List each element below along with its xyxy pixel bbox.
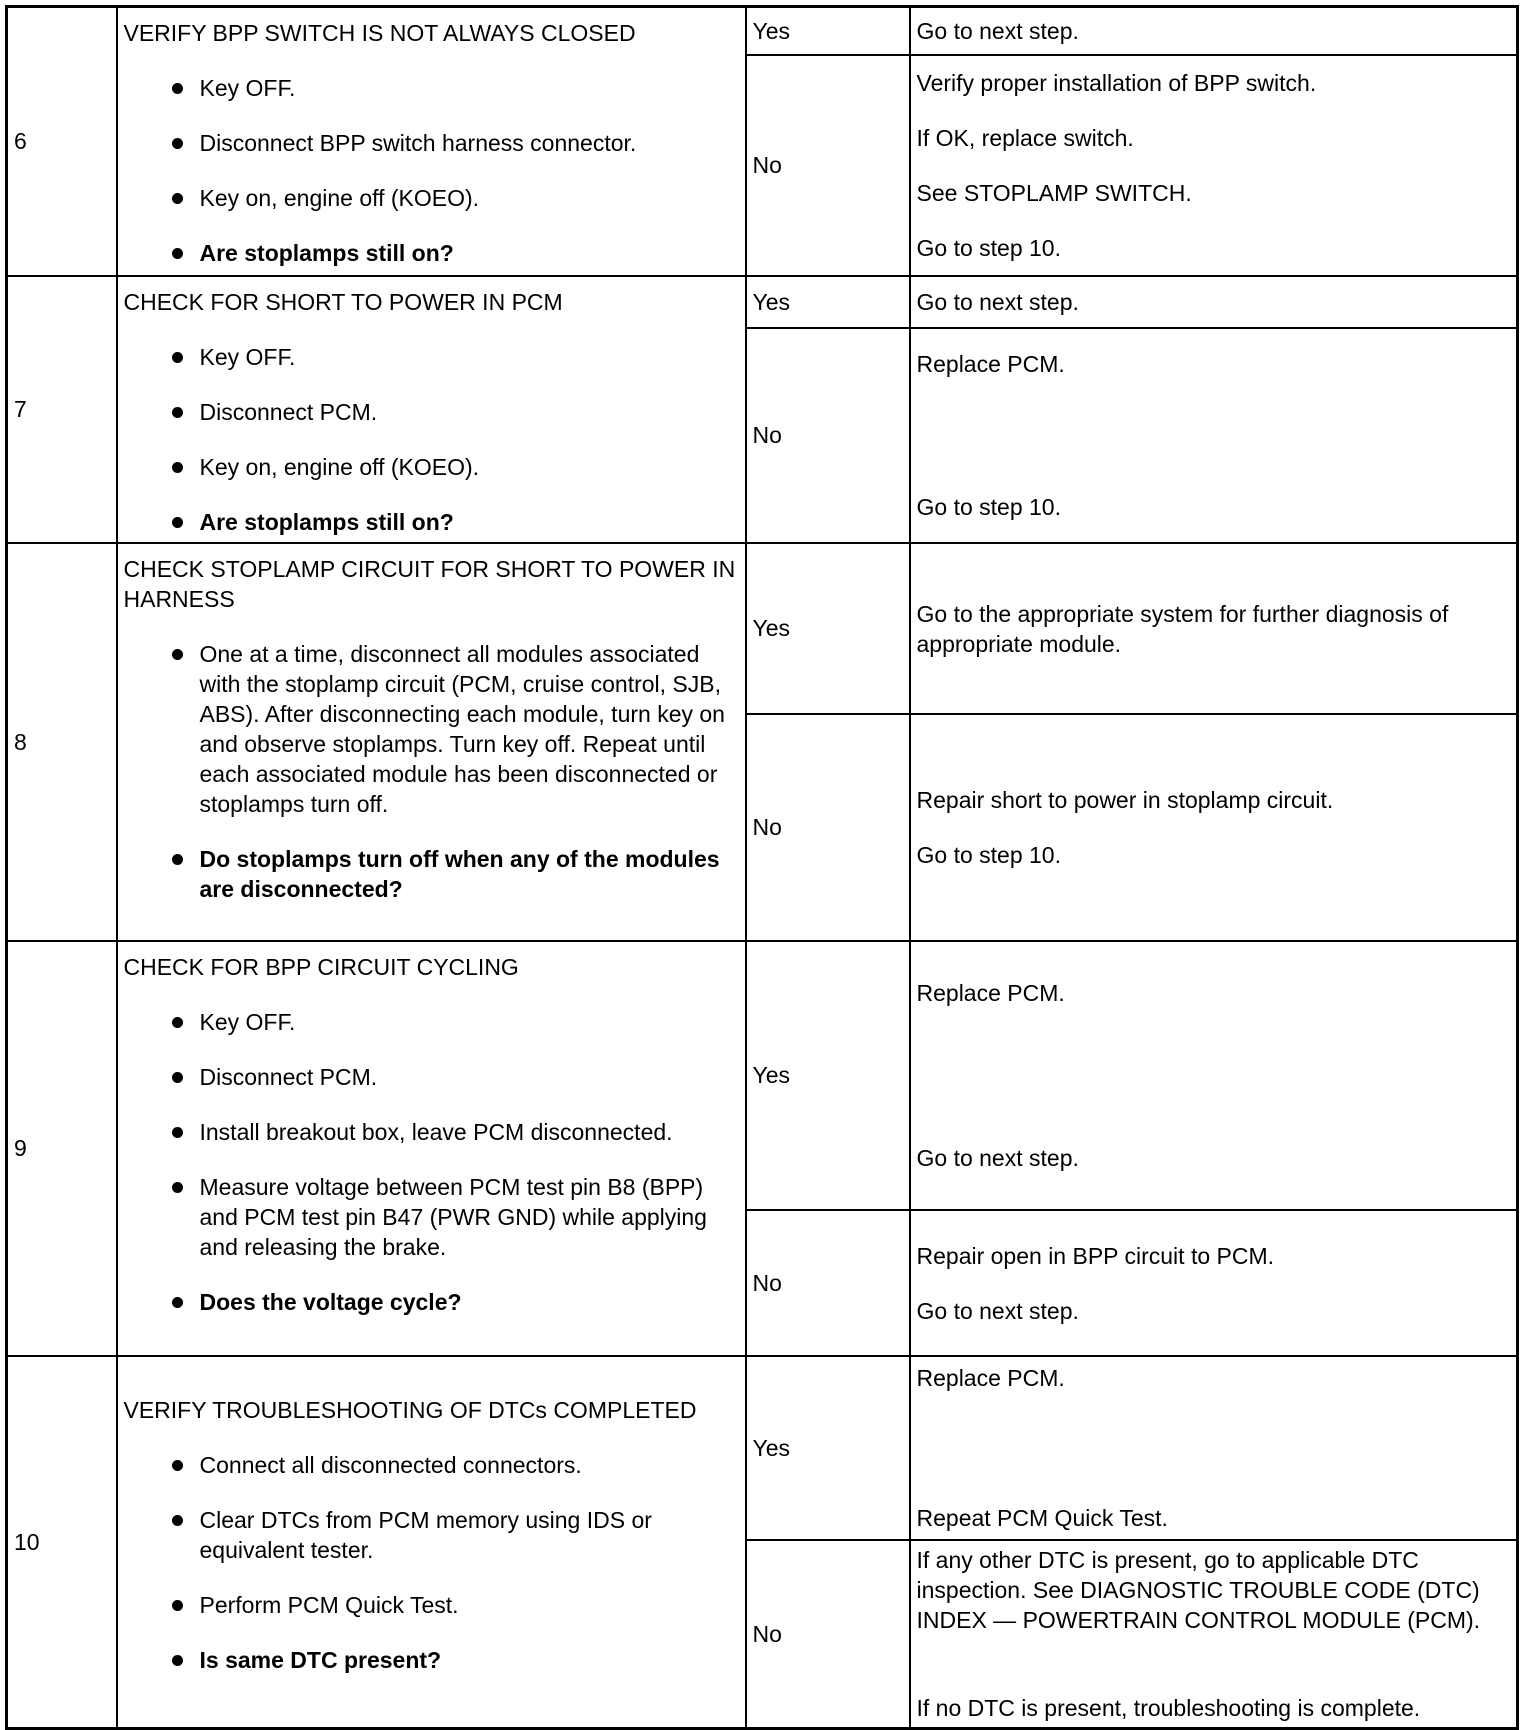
question-item <box>124 844 737 904</box>
question-text: Does the voltage cycle? <box>199 1289 462 1315</box>
bullet-text: Key OFF. <box>199 344 296 370</box>
bullet-text: Disconnect BPP switch harness connector. <box>199 130 637 156</box>
action-cell <box>910 55 1518 276</box>
bullet-item <box>124 342 737 372</box>
action-cell <box>910 714 1518 941</box>
action-cell <box>910 7 1518 56</box>
answer-no: No <box>746 714 910 941</box>
step-number: 10 <box>7 1356 117 1729</box>
action-cell <box>910 543 1518 714</box>
action-cell <box>910 1540 1518 1729</box>
bullet-icon <box>172 352 183 363</box>
action-cell <box>910 1356 1518 1540</box>
bullet-text: Key OFF. <box>199 1009 296 1035</box>
bullet-item <box>124 452 737 482</box>
bullet-icon <box>172 1600 183 1611</box>
bullet-text: Measure voltage between PCM test pin B8 (BPP) and PCM test pin B47 (PWR GND) while applying and releasing the brake. <box>199 1174 707 1260</box>
question-item <box>124 507 737 537</box>
action-list <box>917 329 1507 542</box>
step-row <box>7 276 1518 328</box>
step-procedure <box>117 543 746 941</box>
answer-no: No <box>746 1540 910 1729</box>
bullet-icon <box>172 407 183 418</box>
step-number: 8 <box>7 543 117 941</box>
action-text: Go to the appropriate system for further diagnosis of appropriate module. <box>916 600 1449 657</box>
action-text: If no DTC is present, troubleshooting is complete. <box>916 1695 1421 1721</box>
step-row <box>7 543 1518 714</box>
action-text: Replace PCM. <box>916 1365 1065 1391</box>
bullet-item <box>124 1007 737 1037</box>
question-item <box>124 1287 737 1317</box>
action-list <box>917 1211 1507 1355</box>
step-title: CHECK FOR BPP CIRCUIT CYCLING <box>123 954 519 980</box>
bullet-icon <box>172 854 183 865</box>
bullet-icon <box>172 1515 183 1526</box>
bullet-item <box>124 73 737 103</box>
step-row <box>7 7 1518 56</box>
question-text: Is same DTC present? <box>199 1647 442 1673</box>
question-text: Are stoplamps still on? <box>199 240 454 266</box>
answer-yes: Yes <box>746 7 910 56</box>
bullet-text: Install breakout box, leave PCM disconnected. <box>199 1119 673 1145</box>
bullet-item <box>124 183 737 213</box>
action-text: If any other DTC is present, go to applicable DTC inspection. See DIAGNOSTIC TROUBLE CODE (DTC) INDEX — POWERTRAIN CONTROL MODULE (PCM). <box>916 1547 1481 1633</box>
action-text: If OK, replace switch. <box>916 125 1134 151</box>
step-title: CHECK STOPLAMP CIRCUIT FOR SHORT TO POWER IN HARNESS <box>123 556 736 612</box>
answer-no: No <box>746 328 910 543</box>
bullet-item <box>124 128 737 158</box>
step-bullets <box>124 1007 737 1317</box>
action-list <box>917 8 1507 54</box>
action-text: Go to next step. <box>916 1145 1079 1171</box>
step-title: CHECK FOR SHORT TO POWER IN PCM <box>123 289 563 315</box>
action-text: Repair open in BPP circuit to PCM. <box>916 1242 1275 1269</box>
bullet-icon <box>172 193 183 204</box>
action-cell <box>910 941 1518 1210</box>
answer-yes: Yes <box>746 276 910 328</box>
action-text: See STOPLAMP SWITCH. <box>916 180 1192 206</box>
bullet-text: Disconnect PCM. <box>199 399 378 425</box>
bullet-item <box>124 1062 737 1092</box>
step-procedure <box>117 276 746 543</box>
step-bullets <box>124 342 737 537</box>
bullet-text: Key on, engine off (KOEO). <box>199 185 480 211</box>
answer-no: No <box>746 55 910 276</box>
bullet-text: Connect all disconnected connectors. <box>199 1452 582 1478</box>
bullet-icon <box>172 1127 183 1138</box>
bullet-item <box>124 1450 737 1480</box>
action-text: Go to next step. <box>916 18 1079 44</box>
bullet-text: Perform PCM Quick Test. <box>199 1592 459 1618</box>
action-text: Go to step 10. <box>916 235 1061 261</box>
action-cell <box>910 276 1518 328</box>
bullet-text: Clear DTCs from PCM memory using IDS or equivalent tester. <box>199 1507 652 1563</box>
action-list <box>917 1541 1507 1727</box>
bullet-text: One at a time, disconnect all modules associated with the stoplamp circuit (PCM, cruise control, SJB, ABS). After disconnecting each module, turn key on and observe stoplamps. Turn key off. Repeat until each associated module has been disconnected or stoplamps turn off. <box>199 641 725 817</box>
question-text: Are stoplamps still on? <box>199 509 454 535</box>
question-text: Do stoplamps turn off when any of the modules are disconnected? <box>199 846 720 902</box>
answer-yes: Yes <box>746 941 910 1210</box>
bullet-item <box>124 1505 737 1565</box>
action-text: Go to next step. <box>916 1297 1079 1324</box>
action-cell <box>910 1210 1518 1356</box>
action-text: Repair short to power in stoplamp circuit. <box>916 787 1334 813</box>
step-bullets <box>124 1450 737 1675</box>
bullet-icon <box>172 1655 183 1666</box>
question-item <box>124 1645 737 1675</box>
action-text: Go to next step. <box>916 289 1079 315</box>
step-number: 6 <box>7 7 117 277</box>
answer-yes: Yes <box>746 543 910 714</box>
action-list <box>917 1357 1507 1539</box>
action-text: Go to step 10. <box>916 842 1061 868</box>
step-row <box>7 1356 1518 1540</box>
step-title: VERIFY BPP SWITCH IS NOT ALWAYS CLOSED <box>123 20 636 46</box>
diagnostic-table <box>5 5 1519 1730</box>
step-row <box>7 941 1518 1210</box>
bullet-icon <box>172 462 183 473</box>
bullet-icon <box>172 517 183 528</box>
bullet-icon <box>172 138 183 149</box>
step-number: 9 <box>7 941 117 1356</box>
bullet-item <box>124 397 737 427</box>
answer-no: No <box>746 1210 910 1356</box>
bullet-icon <box>172 1460 183 1471</box>
action-text: Replace PCM. <box>916 351 1065 377</box>
bullet-icon <box>172 83 183 94</box>
step-bullets <box>124 73 737 268</box>
bullet-text: Key on, engine off (KOEO). <box>199 454 480 480</box>
bullet-icon <box>172 1072 183 1083</box>
bullet-icon <box>172 248 183 259</box>
step-title: VERIFY TROUBLESHOOTING OF DTCs COMPLETED <box>123 1397 697 1423</box>
step-procedure <box>117 7 746 277</box>
step-number: 7 <box>7 276 117 543</box>
step-procedure <box>117 1356 746 1729</box>
action-list <box>917 715 1507 940</box>
bullet-text: Disconnect PCM. <box>199 1064 378 1090</box>
bullet-item <box>124 1117 737 1147</box>
bullet-icon <box>172 1297 183 1308</box>
action-list <box>917 942 1507 1209</box>
bullet-icon <box>172 1017 183 1028</box>
answer-yes: Yes <box>746 1356 910 1540</box>
action-list <box>917 544 1507 713</box>
step-procedure <box>117 941 746 1356</box>
action-cell <box>910 328 1518 543</box>
bullet-item <box>124 1590 737 1620</box>
action-text: Replace PCM. <box>916 980 1065 1006</box>
bullet-item <box>124 639 737 819</box>
question-item <box>124 238 737 268</box>
bullet-text: Key OFF. <box>199 75 296 101</box>
action-list <box>917 277 1507 327</box>
action-text: Verify proper installation of BPP switch. <box>916 70 1317 96</box>
bullet-icon <box>172 649 183 660</box>
step-bullets <box>124 639 737 904</box>
action-list <box>917 56 1507 275</box>
bullet-item <box>124 1172 737 1262</box>
action-text: Repeat PCM Quick Test. <box>916 1505 1168 1531</box>
bullet-icon <box>172 1182 183 1193</box>
action-text: Go to step 10. <box>916 494 1061 520</box>
